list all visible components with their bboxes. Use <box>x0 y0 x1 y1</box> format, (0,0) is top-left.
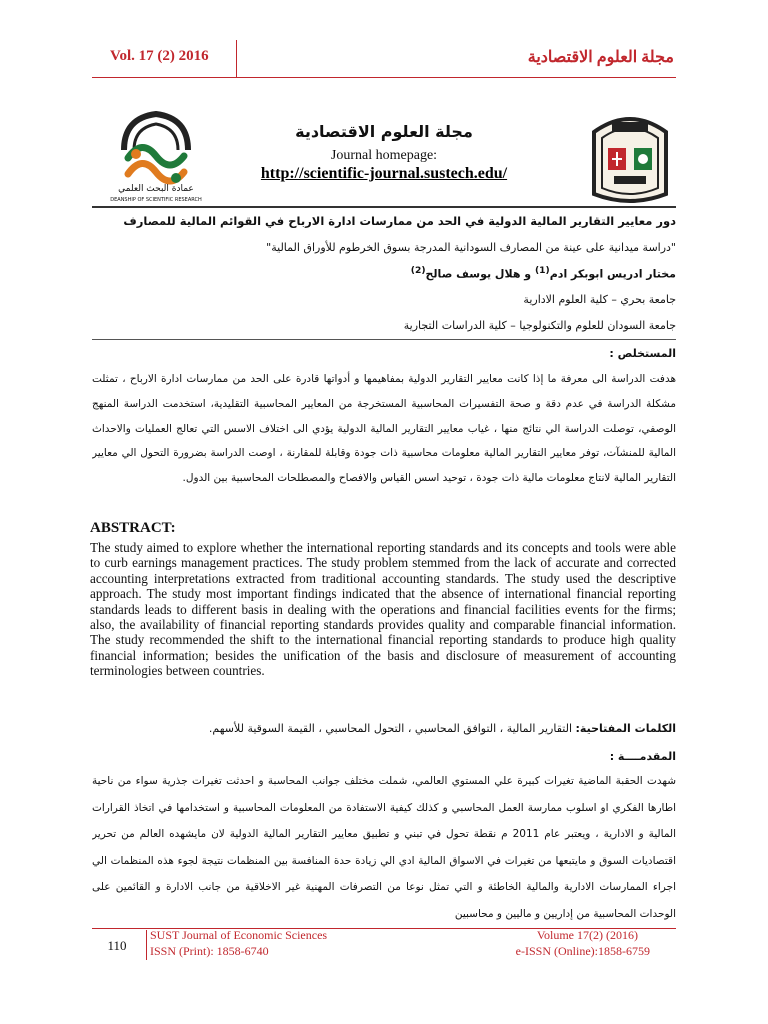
author-2-marker: (2) <box>410 265 426 276</box>
header-divider <box>236 40 237 78</box>
journal-name-header: مجلة العلوم الاقتصادية <box>527 49 674 66</box>
footer-eissn: e-ISSN (Online):1858-6759 <box>515 944 650 958</box>
footer-volume: Volume 17(2) (2016) <box>536 928 638 942</box>
author-2: هلال يوسف صالح <box>425 267 521 281</box>
volume-label: Vol. 17 (2) 2016 <box>110 48 209 64</box>
footer-journal: SUST Journal of Economic Sciences <box>150 928 328 942</box>
article-subtitle: "دراسة ميدانية على عينة من المصارف السودانية المدرجة بسوق الخرطوم للأوراق المالية" <box>266 241 676 254</box>
masthead-rule <box>92 206 676 208</box>
header-rule <box>92 77 676 78</box>
author-separator: و <box>524 267 532 281</box>
abstract-en: The study aimed to explore whether the international reporting standards and its concepts and tools were able to curb earnings management practices. The study problem stemmed from the lack of accurate and corrected accounting interpretations extracted from traditional accounting standards. The study used the descriptive approach. The study most important findings indicated that the absence of international financial reporting standards leads to different basis in dealing with the operations and financial facilities events for the firms; also, the availability of financial reporting standards provides quality and comparable financial information. The study recommended the shift to the international financial reporting standards to produce high quality financial information; besides the unification of the basis and disclosure of measurement of accounting terminologies between countries. <box>90 540 676 679</box>
deanship-caption-en: DEANSHIP OF SCIENTIFIC RESEARCH <box>110 197 202 203</box>
keywords-list: التقارير المالية ، التوافق المحاسبي ، التحول المحاسبي ، القيمة السوقية للأسهم. <box>208 722 573 735</box>
university-crest-graphic <box>584 108 676 206</box>
deanship-logo <box>106 104 206 208</box>
affiliation-2: جامعة السودان للعلوم والتكنولوجيا – كلية الدراسات التجارية <box>403 319 676 332</box>
page-number: 110 <box>107 938 127 953</box>
footer-issn-print: ISSN (Print): 1858-6740 <box>150 944 269 958</box>
author-1-marker: (1) <box>534 265 550 276</box>
keywords-heading: الكلمات المفتاحية: <box>575 722 676 735</box>
university-crest <box>584 108 676 206</box>
intro-text: شهدت الحقبة الماضية تغيرات كبيرة علي المستوي العالمي، شملت مختلف جوانب المحاسبة و احدثت تغيرات جذرية سواء من ناحية اطارها الفكري او اسلوب ممارسة العمل المحاسبي و كذلك كيفية الاستفادة من المعلومات المحاسبية و استخدامها في اتخاذ القرارات المالية و الادارية ، ويعتبر عام 2011 م نقطة تحول في تبني و تطبيق معايير التقارير المالية الدولية لان مايشهده العالم من تحرير اقتصاديات السوق و مايتبعها من تغيرات في الاسواق المالية ادي الي زيادة حدة المنافسة بين المنظمات نتيجة لجوء هذه المنظمات الي اجراء الممارسات الادارية والمالية الخاطئة و التي تمثل نوعا من التصرفات المهنية غير الاخلاقية من جانب الادارة و القائمين على الوحدات المحاسبية من إداريين و ماليين و محاسبين <box>92 775 676 920</box>
author-1: مختار ادريس ابوبكر ادم <box>549 267 676 281</box>
deanship-caption-ar: عمادة البحث العلمي <box>118 184 194 194</box>
intro-heading: المقدمــــة : <box>609 750 676 763</box>
authors <box>92 265 676 281</box>
abstract-heading-en: ABSTRACT: <box>90 520 176 536</box>
journal-title: مجلة العلوم الاقتصادية <box>295 122 473 141</box>
homepage-label: Journal homepage: <box>330 148 438 163</box>
affiliation-1: جامعة بحري – كلية العلوم الادارية <box>523 293 676 306</box>
homepage-link[interactable]: http://scientific-journal.sustech.edu/ <box>260 165 508 182</box>
article-title: دور معايير التقارير المالية الدولية في الحد من ممارسات ادارة الارباح في القوائم المالية للمصارف <box>123 214 676 228</box>
abstract-heading-ar: المستخلص : <box>609 347 676 360</box>
abstract-ar: هدفت الدراسة الى معرفة ما إذا كانت معايير التقارير الدولية بمفاهيمها و أدواتها قادرة على الحد من ممارسات ادارة الارباح ، تمثلت مشكلة الدراسة في عدم دقة و صحة التفسيرات المحاسبية المستخرجة من المعايير المحاسبية التقليدية، استخدمت الدراسة المنهج الوصفي، توصلت الدراسة الي نتائج منها ، غياب معايير التقارير المالية الدولية يؤدي الى اختلاف الاسس التي تعالج العمليات والاحداث المالية للمنشآت، توفر معايير التقارير المالية معلومات محاسبية ذات جودة وقابلة للمقارنة ، اوصت الدراسة بضرورة التحول الي معايير التقارير المالية لانتاج معلومات مالية ذات جودة ، توحيد اسس القياس والافصاح والمصطلحات المحاسبية بين الدول. <box>92 373 676 485</box>
keywords <box>92 722 676 735</box>
footer-divider <box>146 930 147 960</box>
affiliation-rule <box>92 339 676 340</box>
